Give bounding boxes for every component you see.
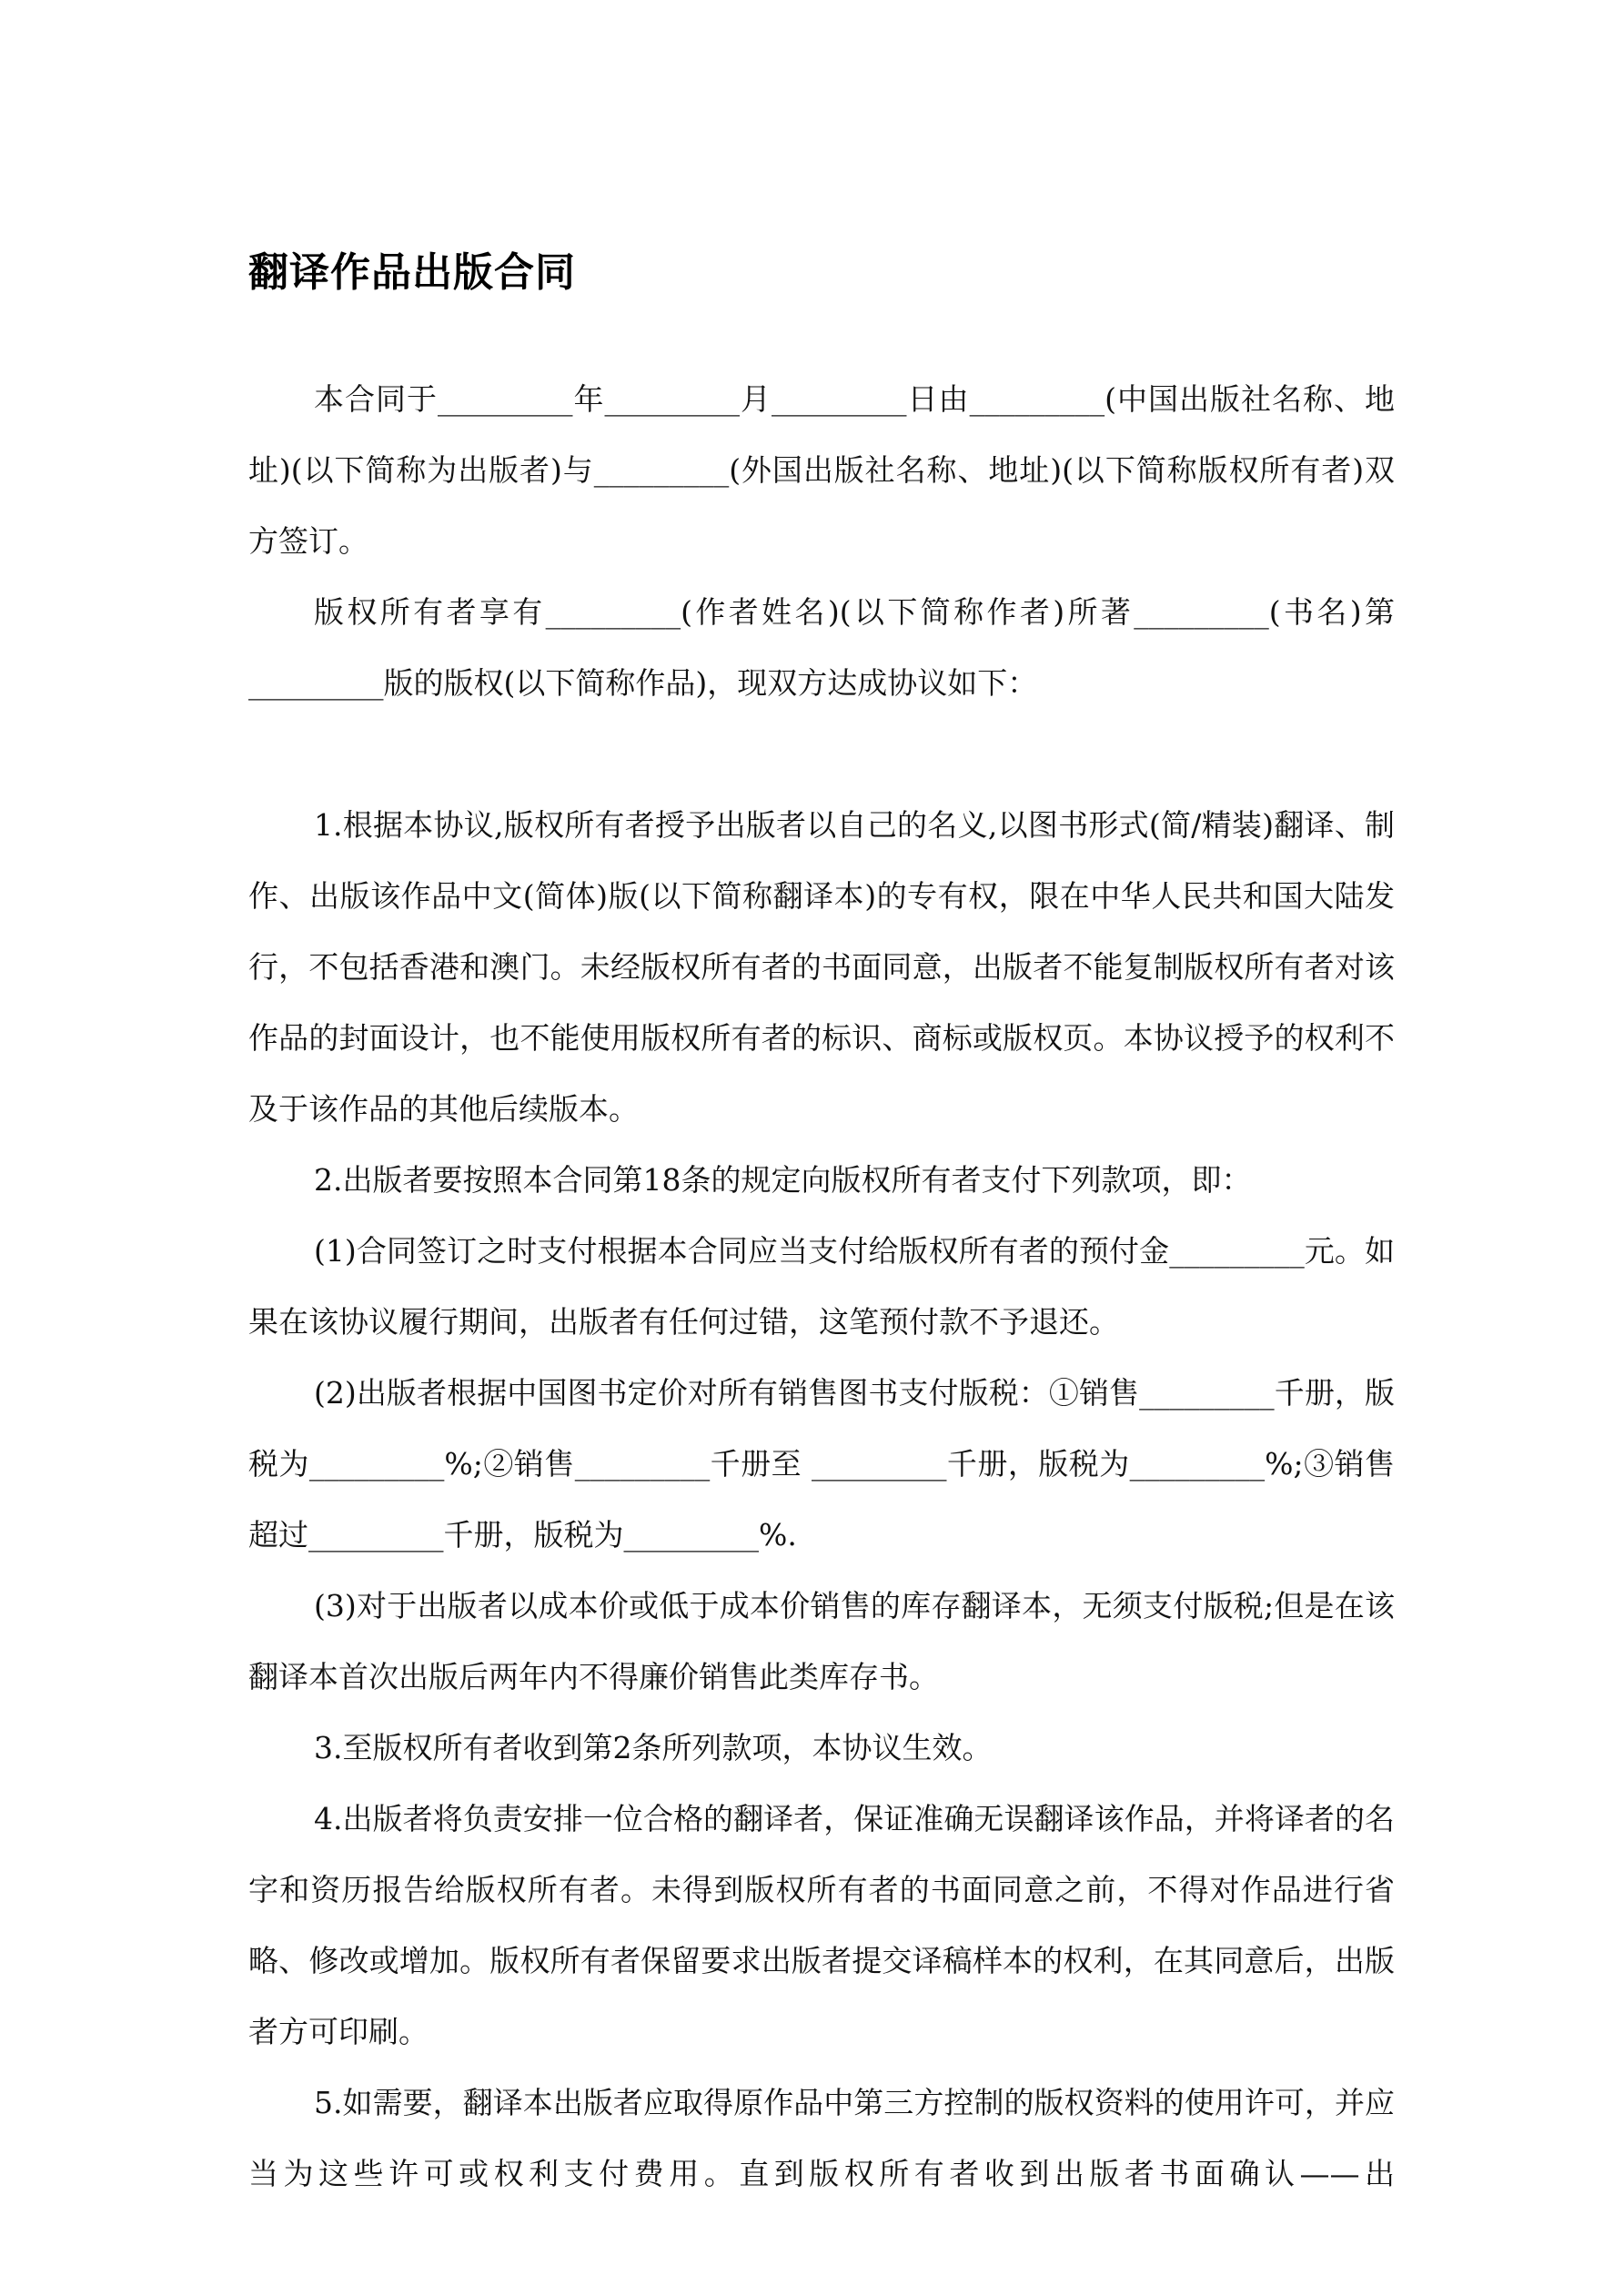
document-body: [248, 364, 1395, 2210]
document-title: 翻译作品出版合同: [248, 249, 576, 296]
paragraph-clause-4: 4.出版者将负责安排一位合格的翻译者，保证准确无误翻译该作品，并将译者的名字和资历报告给版权所有者。未得到版权所有者的书面同意之前，不得对作品进行省略、修改或增加。版权所有者保留要求出版者提交译稿样本的权利，在其同意后，出版者方可印刷。: [248, 1801, 1395, 2049]
paragraph-clause-1: 1.根据本协议,版权所有者授予出版者以自己的名义,以图书形式(简/精装)翻译、制作、出版该作品中文(简体)版(以下简称翻译本)的专有权，限在中华人民共和国大陆发行，不包括香港和澳门。未经版权所有者的书面同意，出版者不能复制版权所有者对该作品的封面设计，也不能使用版权所有者的标识、商标或版权页。本协议授予的权利不及于该作品的其他后续版本。: [248, 807, 1395, 1127]
paragraph-parties: 本合同于_________年_________月_________日由_________(中国出版社名称、地址)(以下简称为出版者)与_________(外国出版社名称、地址)(以下简称版权所有者)双方签订。: [248, 381, 1395, 559]
paragraph-clause-2-1: (1)合同签订之时支付根据本合同应当支付给版权所有者的预付金_________元。如果在该协议履行期间，出版者有任何过错，这笔预付款不予退还。: [248, 1233, 1395, 1340]
paragraph-clause-2-2: (2)出版者根据中国图书定价对所有销售图书支付版税：①销售_________千册，版税为_________%;②销售_________千册至 _________千册，版税为_________%;③销售超过_________千册，版税为_________%.: [248, 1375, 1395, 1553]
paragraph-clause-3: 3.至版权所有者收到第2条所列款项，本协议生效。: [314, 1730, 993, 1765]
paragraph-copyright: 版权所有者享有_________(作者姓名)(以下简称作者)所著_________(书名)第_________版的版权(以下简称作品)，现双方达成协议如下：: [248, 594, 1395, 701]
paragraph-clause-2-3: (3)对于出版者以成本价或低于成本价销售的库存翻译本，无须支付版税;但是在该翻译本首次出版后两年内不得廉价销售此类库存书。: [248, 1588, 1395, 1694]
paragraph-clause-2: 2.出版者要按照本合同第18条的规定向版权所有者支付下列款项，即：: [314, 1162, 1252, 1198]
paragraph-clause-5: 5.如需要，翻译本出版者应取得原作品中第三方控制的版权资料的使用许可，并应当为这些许可或权利支付费用。直到版权所有者收到出版者书面确认——出: [248, 2085, 1395, 2191]
